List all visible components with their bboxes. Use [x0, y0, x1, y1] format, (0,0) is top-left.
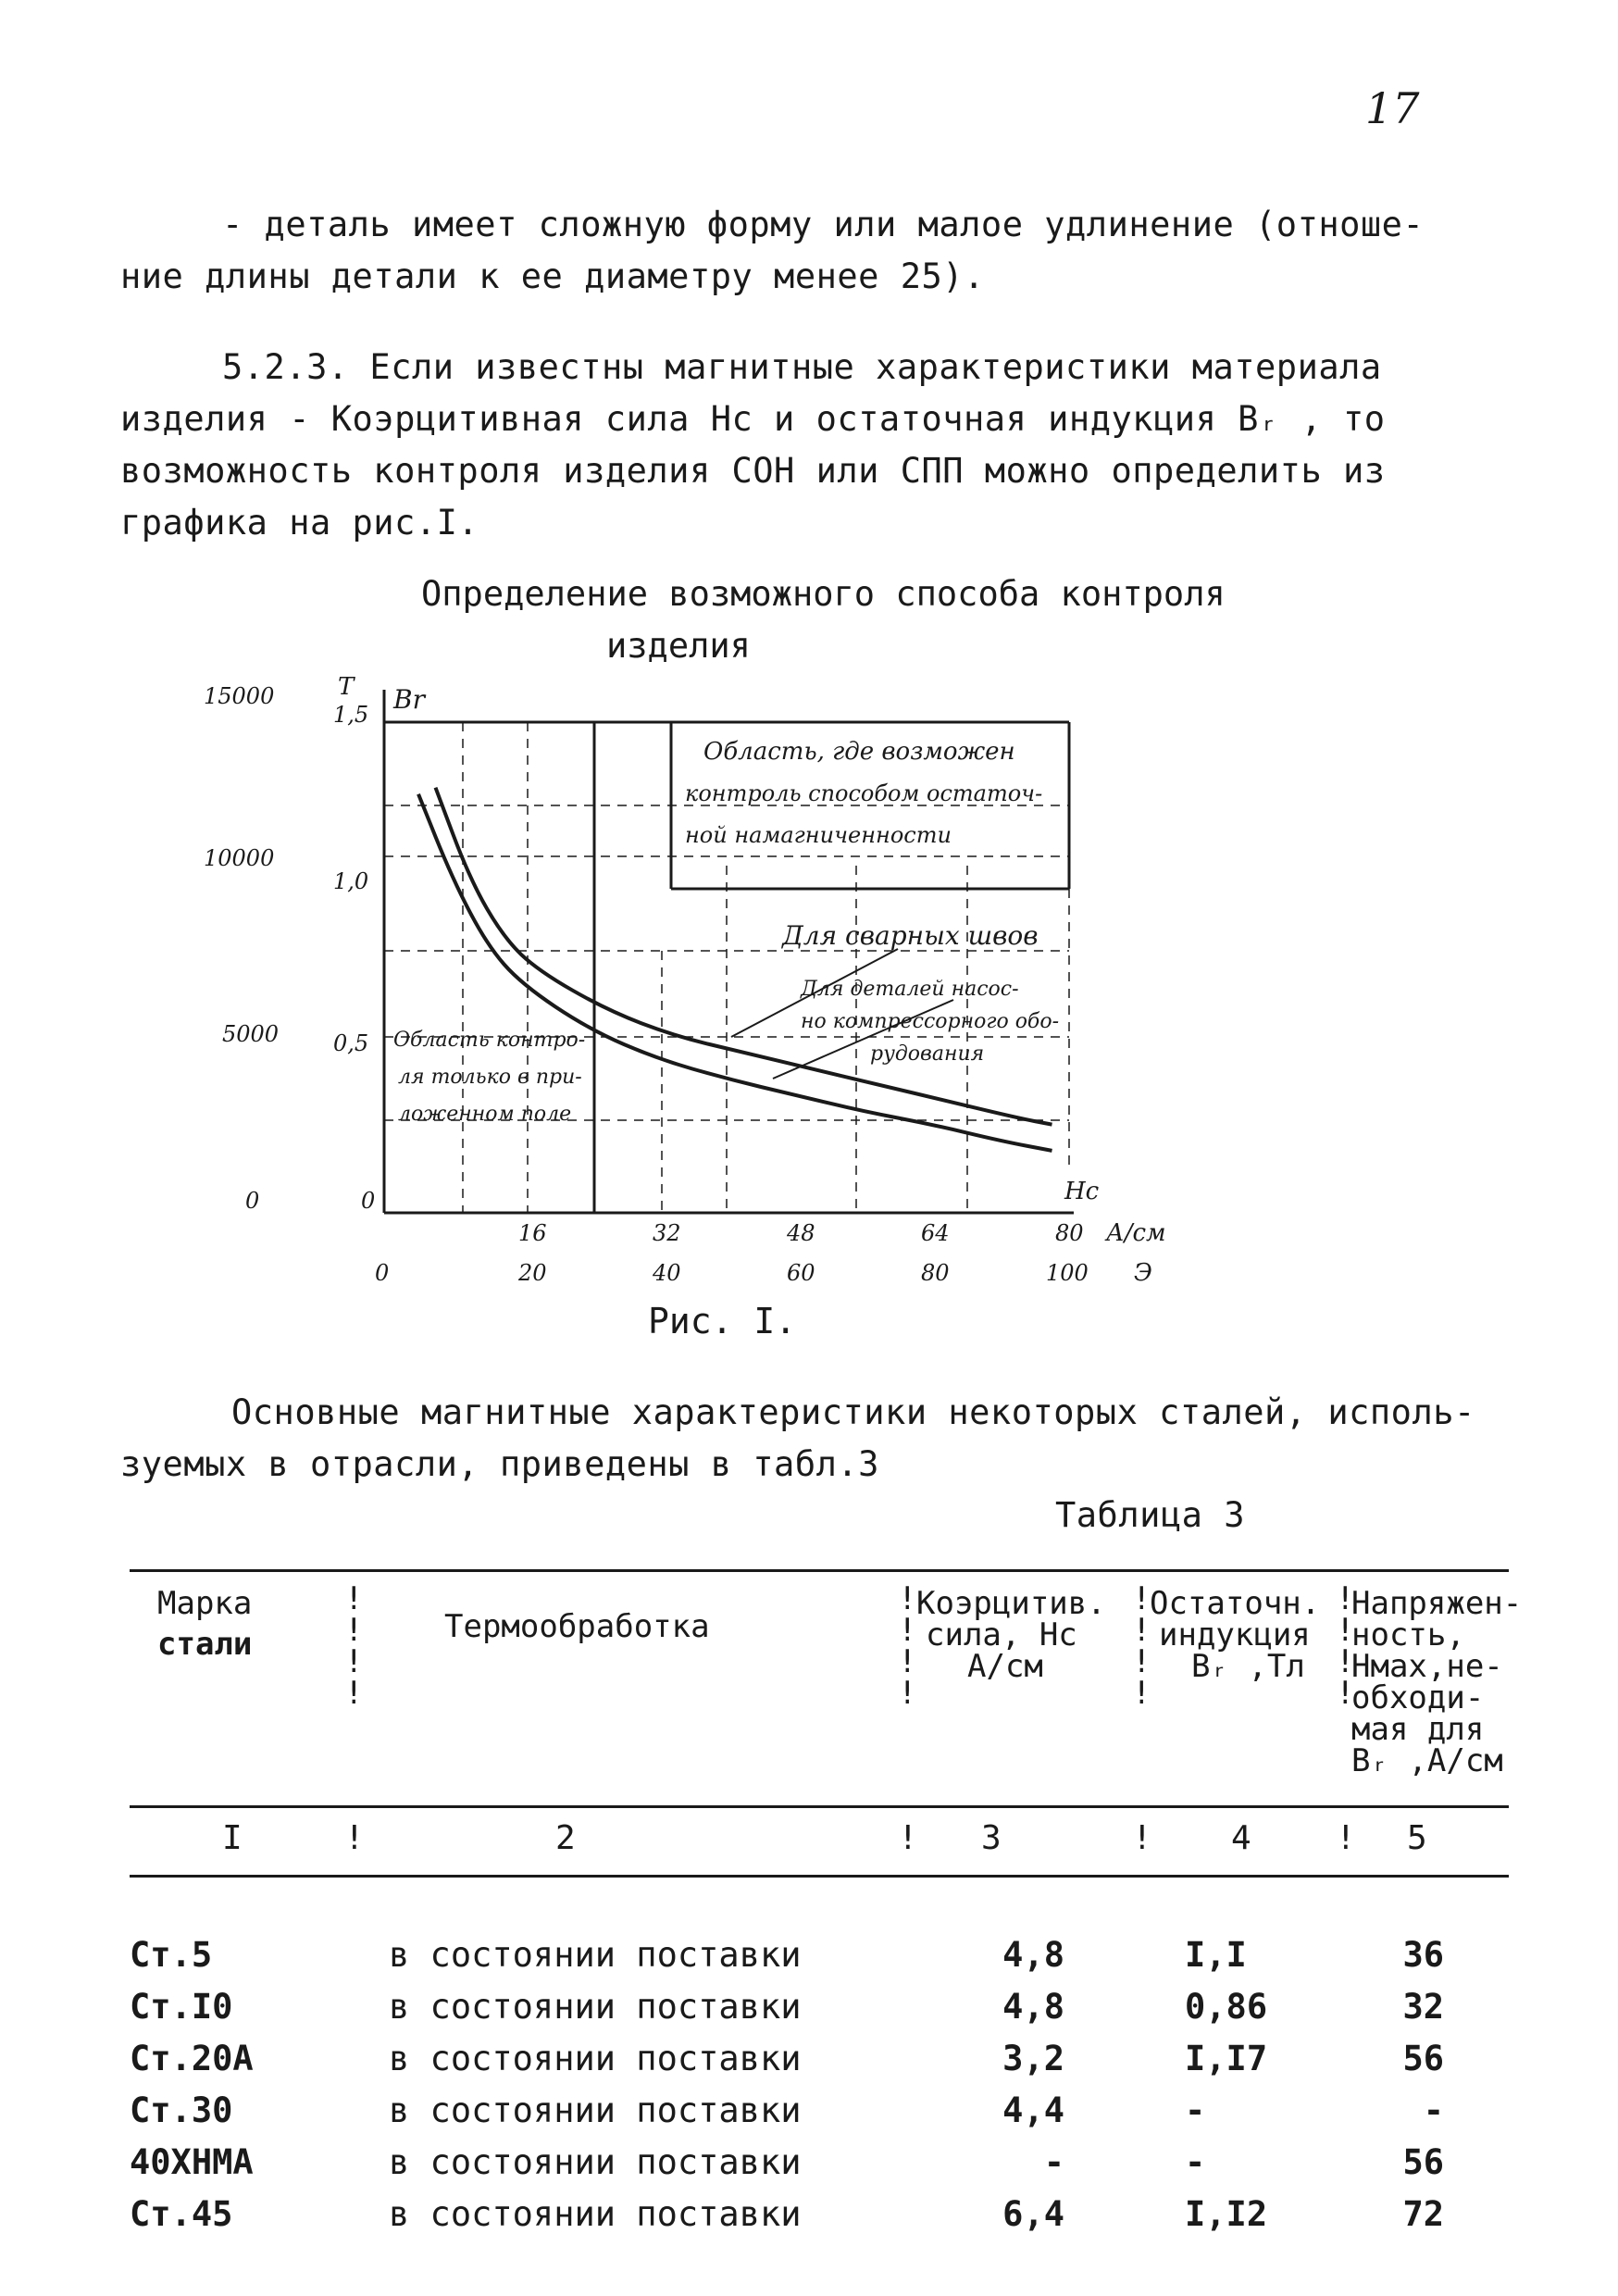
y-tick-tesla: 1,5 — [333, 702, 369, 728]
table-number-rule — [130, 1875, 1509, 1878]
cell-hmax: 72 — [1402, 2194, 1444, 2234]
column-separator: ! ! ! ! — [344, 1580, 364, 1712]
cell-treatment: в состоянии поставки — [389, 1935, 802, 1975]
column-separator: ! — [344, 1819, 365, 1857]
cell-hc: 4,8 — [1002, 1935, 1064, 1975]
paragraph-line: графика на рис.I. — [120, 503, 479, 543]
x-tick-oe: 60 — [787, 1260, 815, 1286]
y-tick-gauss: 10000 — [204, 845, 275, 871]
cell-hc: - — [1043, 2142, 1064, 2182]
column-number: 5 — [1407, 1819, 1427, 1857]
x-axis-unit-acm: А/см — [1106, 1219, 1166, 1247]
y-tick-tesla: 0,5 — [333, 1030, 369, 1056]
cell-hc: 4,8 — [1002, 1987, 1064, 2027]
column-number: 4 — [1231, 1819, 1251, 1857]
header-line: Напряжен- — [1351, 1585, 1523, 1622]
y-axis-label: Br — [393, 684, 425, 715]
x-tick-oe: 100 — [1046, 1260, 1089, 1286]
y-tick-gauss: 15000 — [204, 683, 275, 709]
y-tick-gauss: 5000 — [222, 1021, 280, 1047]
cell-hc: 6,4 — [1002, 2194, 1064, 2234]
region-label: ля только в при- — [398, 1066, 582, 1089]
paragraph-line: возможность контроля изделия СОН или СПП можно определить из — [120, 451, 1386, 491]
header-line: А/см — [967, 1648, 1043, 1685]
cell-treatment: в состоянии поставки — [389, 2090, 802, 2130]
region-label: Область контро- — [393, 1029, 586, 1052]
x-tick-acm: 32 — [653, 1220, 681, 1246]
cell-hc: 3,2 — [1002, 2039, 1064, 2078]
paragraph-line: 5.2.3. Если известны магнитные характеристики материала — [222, 347, 1382, 387]
x-tick-acm: 80 — [1055, 1220, 1084, 1246]
cell-treatment: в состоянии поставки — [389, 1987, 802, 2027]
column-separator: ! ! ! ! — [898, 1580, 917, 1712]
header-grade — [157, 1585, 253, 1663]
x-tick-acm: 64 — [921, 1220, 950, 1246]
region-label: Область, где возможен — [703, 738, 1015, 766]
region-label: ложенном поле — [398, 1103, 572, 1126]
header-line: обходи- — [1351, 1679, 1485, 1716]
figure-title: Определение возможного способа контроля — [421, 574, 1226, 614]
cell-br: I,I — [1185, 1935, 1247, 1975]
table-row — [130, 1935, 1509, 1981]
table-row — [130, 1987, 1509, 2033]
cell-treatment: в состоянии поставки — [389, 2142, 802, 2182]
cell-br: I,I7 — [1185, 2039, 1268, 2078]
header-line: мая для — [1351, 1711, 1485, 1748]
series-label: Для деталей насос- — [801, 978, 1019, 1001]
data-table — [130, 1565, 1523, 2234]
column-separator: ! ! ! ! — [1336, 1580, 1355, 1712]
header-hmax — [1351, 1585, 1523, 1779]
cell-grade: Ст.I0 — [130, 1987, 233, 2027]
cell-grade: Ст.20А — [130, 2039, 254, 2078]
figure-caption: Рис. I. — [648, 1301, 797, 1341]
column-number: 3 — [981, 1819, 1002, 1857]
region-label: контроль способом остаточ- — [685, 780, 1043, 806]
paragraph-line: изделия - Коэрцитивная сила Нс и остаточная индукция Bᵣ , то — [120, 399, 1386, 439]
table-caption: Таблица 3 — [1055, 1495, 1245, 1535]
header-line: стали — [157, 1626, 253, 1663]
x-tick-oe: 40 — [653, 1260, 681, 1286]
cell-grade: Ст.30 — [130, 2090, 233, 2130]
column-separator: ! ! ! ! — [1132, 1580, 1151, 1712]
paragraph-line: ние длины детали к ее диаметру менее 25). — [120, 256, 985, 296]
series-label: Для сварных швов — [782, 920, 1039, 951]
chart — [204, 673, 1194, 1310]
x-tick-acm: 48 — [787, 1220, 815, 1246]
cell-grade: Ст.45 — [130, 2194, 233, 2234]
header-treatment: Термообработка — [444, 1608, 710, 1645]
x-tick-oe: 20 — [518, 1260, 547, 1286]
column-separator: ! — [898, 1819, 918, 1857]
cell-treatment: в состоянии поставки — [389, 2039, 802, 2078]
column-number: 2 — [555, 1819, 576, 1857]
x-tick-acm: 16 — [518, 1220, 547, 1246]
table-row — [130, 2090, 1509, 2137]
column-number: I — [222, 1819, 243, 1857]
header-line: индукция — [1159, 1616, 1311, 1653]
paragraph-line: зуемых в отрасли, приведены в табл.3 — [120, 1444, 879, 1484]
region-label: ной намагниченности — [685, 822, 952, 848]
y-axis-unit: Т — [338, 673, 355, 701]
header-line: Bᵣ ,Тл — [1191, 1648, 1305, 1685]
cell-hmax: 36 — [1402, 1935, 1444, 1975]
header-line: Остаточн. — [1150, 1585, 1321, 1622]
series-label: но компрессорного обо- — [801, 1010, 1060, 1033]
header-hc — [916, 1585, 1125, 1685]
table-top-rule — [130, 1569, 1509, 1572]
cell-hmax: - — [1423, 2090, 1444, 2130]
table-row — [130, 2194, 1509, 2240]
y-tick-gauss: 0 — [245, 1188, 260, 1214]
table-row — [130, 2142, 1509, 2189]
cell-hc: 4,4 — [1002, 2090, 1064, 2130]
cell-br: - — [1185, 2142, 1206, 2182]
figure-title: изделия — [606, 626, 751, 666]
cell-br: I,I2 — [1185, 2194, 1268, 2234]
cell-hmax: 56 — [1402, 2039, 1444, 2078]
page-number: 17 — [1365, 83, 1420, 133]
header-line: Коэрцитив. — [916, 1585, 1106, 1622]
header-br — [1150, 1585, 1335, 1685]
paragraph-line: Основные магнитные характеристики некоторых сталей, исполь- — [231, 1392, 1475, 1432]
header-line: Bᵣ ,А/см — [1351, 1742, 1503, 1779]
cell-grade: Ст.5 — [130, 1935, 213, 1975]
cell-treatment: в состоянии поставки — [389, 2194, 802, 2234]
table-header-rule — [130, 1805, 1509, 1808]
cell-grade: 40ХНМА — [130, 2142, 254, 2182]
cell-br: - — [1185, 2090, 1206, 2130]
paragraph-line: - деталь имеет сложную форму или малое удлинение (отноше- — [222, 205, 1425, 244]
table-row — [130, 2039, 1509, 2085]
series-label: рудования — [870, 1042, 985, 1066]
column-separator: ! — [1336, 1819, 1356, 1857]
y-tick-tesla: 1,0 — [333, 868, 369, 894]
cell-br: 0,86 — [1185, 1987, 1268, 2027]
header-line: Марка — [157, 1585, 253, 1622]
column-separator: ! — [1132, 1819, 1152, 1857]
header-line: ность, — [1351, 1616, 1465, 1653]
cell-hmax: 56 — [1402, 2142, 1444, 2182]
x-axis-unit-oe: Э — [1134, 1259, 1152, 1287]
cell-hmax: 32 — [1402, 1987, 1444, 2027]
header-line: сила, Нс — [926, 1616, 1077, 1653]
y-tick-tesla: 0 — [361, 1188, 376, 1214]
x-axis-label: Hc — [1064, 1178, 1100, 1205]
x-tick-oe: 80 — [921, 1260, 950, 1286]
x-tick-oe: 0 — [375, 1260, 390, 1286]
header-line: Нмах,не- — [1351, 1648, 1503, 1685]
